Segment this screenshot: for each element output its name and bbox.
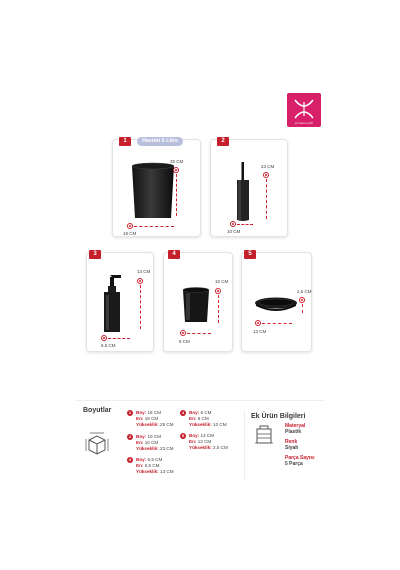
height-dash-line (140, 285, 141, 329)
yukseklik-value: 25 CM (160, 422, 174, 427)
boy-label: Boy: (189, 433, 200, 438)
dimension-item-1 (128, 410, 174, 428)
brand-logo (287, 93, 321, 127)
dimensions-title: Boyutlar (83, 407, 112, 414)
width-dash-line (134, 226, 174, 227)
boy-label: Boy: (189, 410, 200, 415)
height-measure: 10 CM (215, 279, 229, 284)
yukseklik-label: Yükseklik: (136, 422, 159, 427)
product-card-1 (112, 139, 201, 237)
en-label: En: (136, 416, 144, 421)
yukseklik-value: 10 CM (213, 422, 227, 427)
boy-label: Boy: (136, 434, 147, 439)
height-marker-icon (215, 288, 221, 294)
height-measure: 2,5 CM (297, 289, 312, 294)
dimension-item-5 (181, 433, 228, 451)
boy-value: 6,5 CM (147, 457, 163, 462)
height-marker-icon (173, 167, 179, 173)
product-number-badge: 4 (168, 250, 180, 259)
height-measure: 13 CM (137, 269, 151, 274)
width-marker-icon (255, 320, 261, 326)
dimension-item-3 (128, 457, 174, 475)
trash-bin-image (130, 162, 176, 220)
en-label: En: (136, 463, 144, 468)
item-number-badge: 2 (128, 434, 132, 439)
tumbler-image (182, 287, 210, 323)
product-number-badge: 2 (217, 137, 229, 146)
soap-dispenser-image (101, 275, 125, 333)
en-value: 13 CM (197, 439, 212, 444)
piece-count-value: 5 Parça (285, 461, 303, 467)
width-marker-icon (127, 223, 133, 229)
height-measure: 25 CM (170, 159, 184, 164)
item-number-badge: 4 (181, 410, 185, 415)
yukseklik-value: 23 CM (160, 446, 174, 451)
item-number-badge: 3 (128, 457, 132, 462)
product-card-2 (210, 139, 288, 237)
product-number-badge: 5 (244, 250, 256, 259)
capacity-pill: Hacimi 6 Litre (137, 137, 183, 146)
width-marker-icon (230, 221, 236, 227)
boy-label: Boy: (136, 457, 147, 462)
boy-value: 13 CM (200, 433, 215, 438)
height-dash-line (176, 174, 177, 216)
en-label: En: (136, 440, 144, 445)
height-marker-icon (263, 172, 269, 178)
toilet-brush-image (235, 162, 251, 222)
height-marker-icon (137, 278, 143, 284)
width-dash-line (108, 338, 130, 339)
brand-mark-icon (292, 96, 316, 120)
extra-info-title: Ek Ürün Bilgileri (251, 413, 306, 420)
dimension-item-2 (128, 434, 174, 452)
product-card-5 (241, 252, 312, 352)
width-measure: 13 CM (253, 329, 267, 334)
height-dash-line (266, 179, 267, 219)
yukseklik-value: 13 CM (160, 469, 174, 474)
item-number-badge: 5 (181, 433, 185, 438)
dimension-item-4 (181, 410, 227, 428)
width-measure: 18 CM (123, 231, 137, 236)
en-label: En: (189, 439, 197, 444)
width-measure: 8 CM (179, 339, 190, 344)
height-marker-icon (299, 297, 305, 303)
color-value: Siyah (285, 445, 299, 451)
height-dash-line (302, 304, 303, 313)
material-label: Materyal (285, 423, 306, 429)
width-marker-icon (180, 330, 186, 336)
en-value: 6,5 CM (144, 463, 160, 468)
yukseklik-label: Yükseklik: (189, 445, 212, 450)
width-dash-line (262, 323, 292, 324)
soap-dish-image (254, 297, 298, 313)
width-measure: 10 CM (227, 229, 241, 234)
boy-label: Boy: (136, 410, 147, 415)
width-measure: 6,5 CM (101, 343, 116, 348)
material-value: Plastik (285, 429, 302, 435)
boy-value: 10 CM (147, 434, 162, 439)
en-value: 18 CM (144, 416, 159, 421)
piece-count-label: Parça Sayısı (285, 455, 315, 461)
toolbox-icon (254, 424, 274, 446)
product-card-3 (86, 252, 154, 352)
info-section (76, 400, 324, 488)
boy-value: 18 CM (147, 410, 162, 415)
en-value: 8 CM (197, 416, 209, 421)
product-number-badge: 1 (119, 137, 131, 146)
width-dash-line (237, 224, 253, 225)
yukseklik-label: Yükseklik: (189, 422, 212, 427)
color-label: Renk (285, 439, 298, 445)
box-dimensions-icon (84, 431, 110, 457)
product-number-badge: 3 (89, 250, 101, 259)
width-dash-line (187, 333, 211, 334)
item-number-badge: 1 (128, 410, 132, 415)
yukseklik-value: 2,5 CM (213, 445, 228, 450)
section-divider (244, 411, 245, 481)
en-value: 10 CM (144, 440, 159, 445)
product-card-4 (163, 252, 233, 352)
boy-value: 8 CM (200, 410, 212, 415)
brand-logo-text: primanova® (294, 121, 314, 125)
width-marker-icon (101, 335, 107, 341)
yukseklik-label: Yükseklik: (136, 446, 159, 451)
height-measure: 23 CM (261, 164, 275, 169)
height-dash-line (218, 295, 219, 323)
yukseklik-label: Yükseklik: (136, 469, 159, 474)
en-label: En: (189, 416, 197, 421)
